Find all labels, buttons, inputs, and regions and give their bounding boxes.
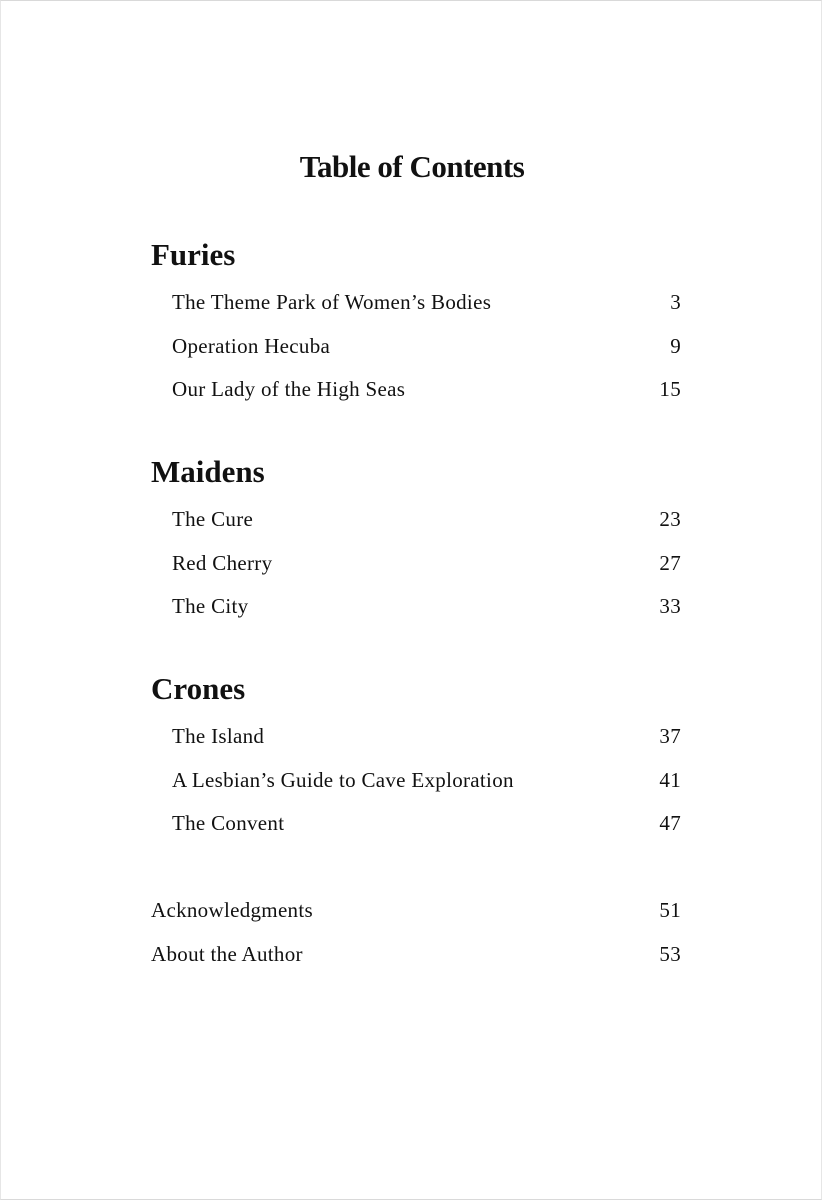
toc-entry — [151, 281, 681, 325]
toc-entry-page: 23 — [659, 507, 681, 531]
toc-entry — [151, 585, 681, 629]
toc-entry-page: 15 — [659, 377, 681, 401]
section-furies — [151, 235, 681, 412]
toc-entry-page: 47 — [659, 811, 681, 835]
toc-entry-title: The Convent — [172, 811, 285, 835]
section-heading: Crones — [151, 671, 246, 706]
toc-entry-title: The City — [172, 594, 249, 618]
toc-entry-about-author — [151, 933, 681, 977]
section-heading: Maidens — [151, 454, 265, 489]
page-title: Table of Contents — [299, 149, 525, 184]
toc-entry-title: Our Lady of the High Seas — [172, 377, 406, 401]
toc-entry-page: 3 — [670, 290, 681, 314]
toc-entry-title: Operation Hecuba — [172, 333, 331, 358]
toc-entry — [151, 498, 681, 542]
toc-entry-page: 51 — [659, 898, 681, 922]
toc-entry — [151, 325, 681, 369]
toc-entry-acknowledgments — [151, 889, 681, 933]
toc-entry-title: The Cure — [172, 507, 254, 531]
toc-entry-page: 37 — [659, 724, 681, 748]
toc-entry-page: 27 — [659, 550, 681, 575]
section-maidens — [151, 452, 681, 629]
toc-entry-page: 9 — [670, 333, 681, 358]
toc-entry-title: The Island — [172, 724, 265, 748]
toc-entry-title: Acknowledgments — [151, 898, 313, 922]
toc-entry — [151, 542, 681, 586]
toc-entry — [151, 802, 681, 846]
back-matter — [151, 889, 681, 976]
toc-entry-title: About the Author — [151, 941, 303, 966]
toc-entry-title: The Theme Park of Women’s Bodies — [172, 290, 492, 314]
toc-entry-page: 53 — [659, 941, 681, 966]
toc-entry-page: 33 — [659, 594, 681, 618]
section-crones — [151, 669, 681, 846]
toc-entry-title: A Lesbian’s Guide to Cave Exploration — [172, 767, 514, 792]
toc-entry-title: Red Cherry — [172, 550, 273, 575]
toc-entry — [151, 368, 681, 412]
toc-entry — [151, 715, 681, 759]
toc-entry-page: 41 — [659, 767, 681, 792]
toc-entry — [151, 759, 681, 803]
section-heading: Furies — [151, 237, 236, 272]
